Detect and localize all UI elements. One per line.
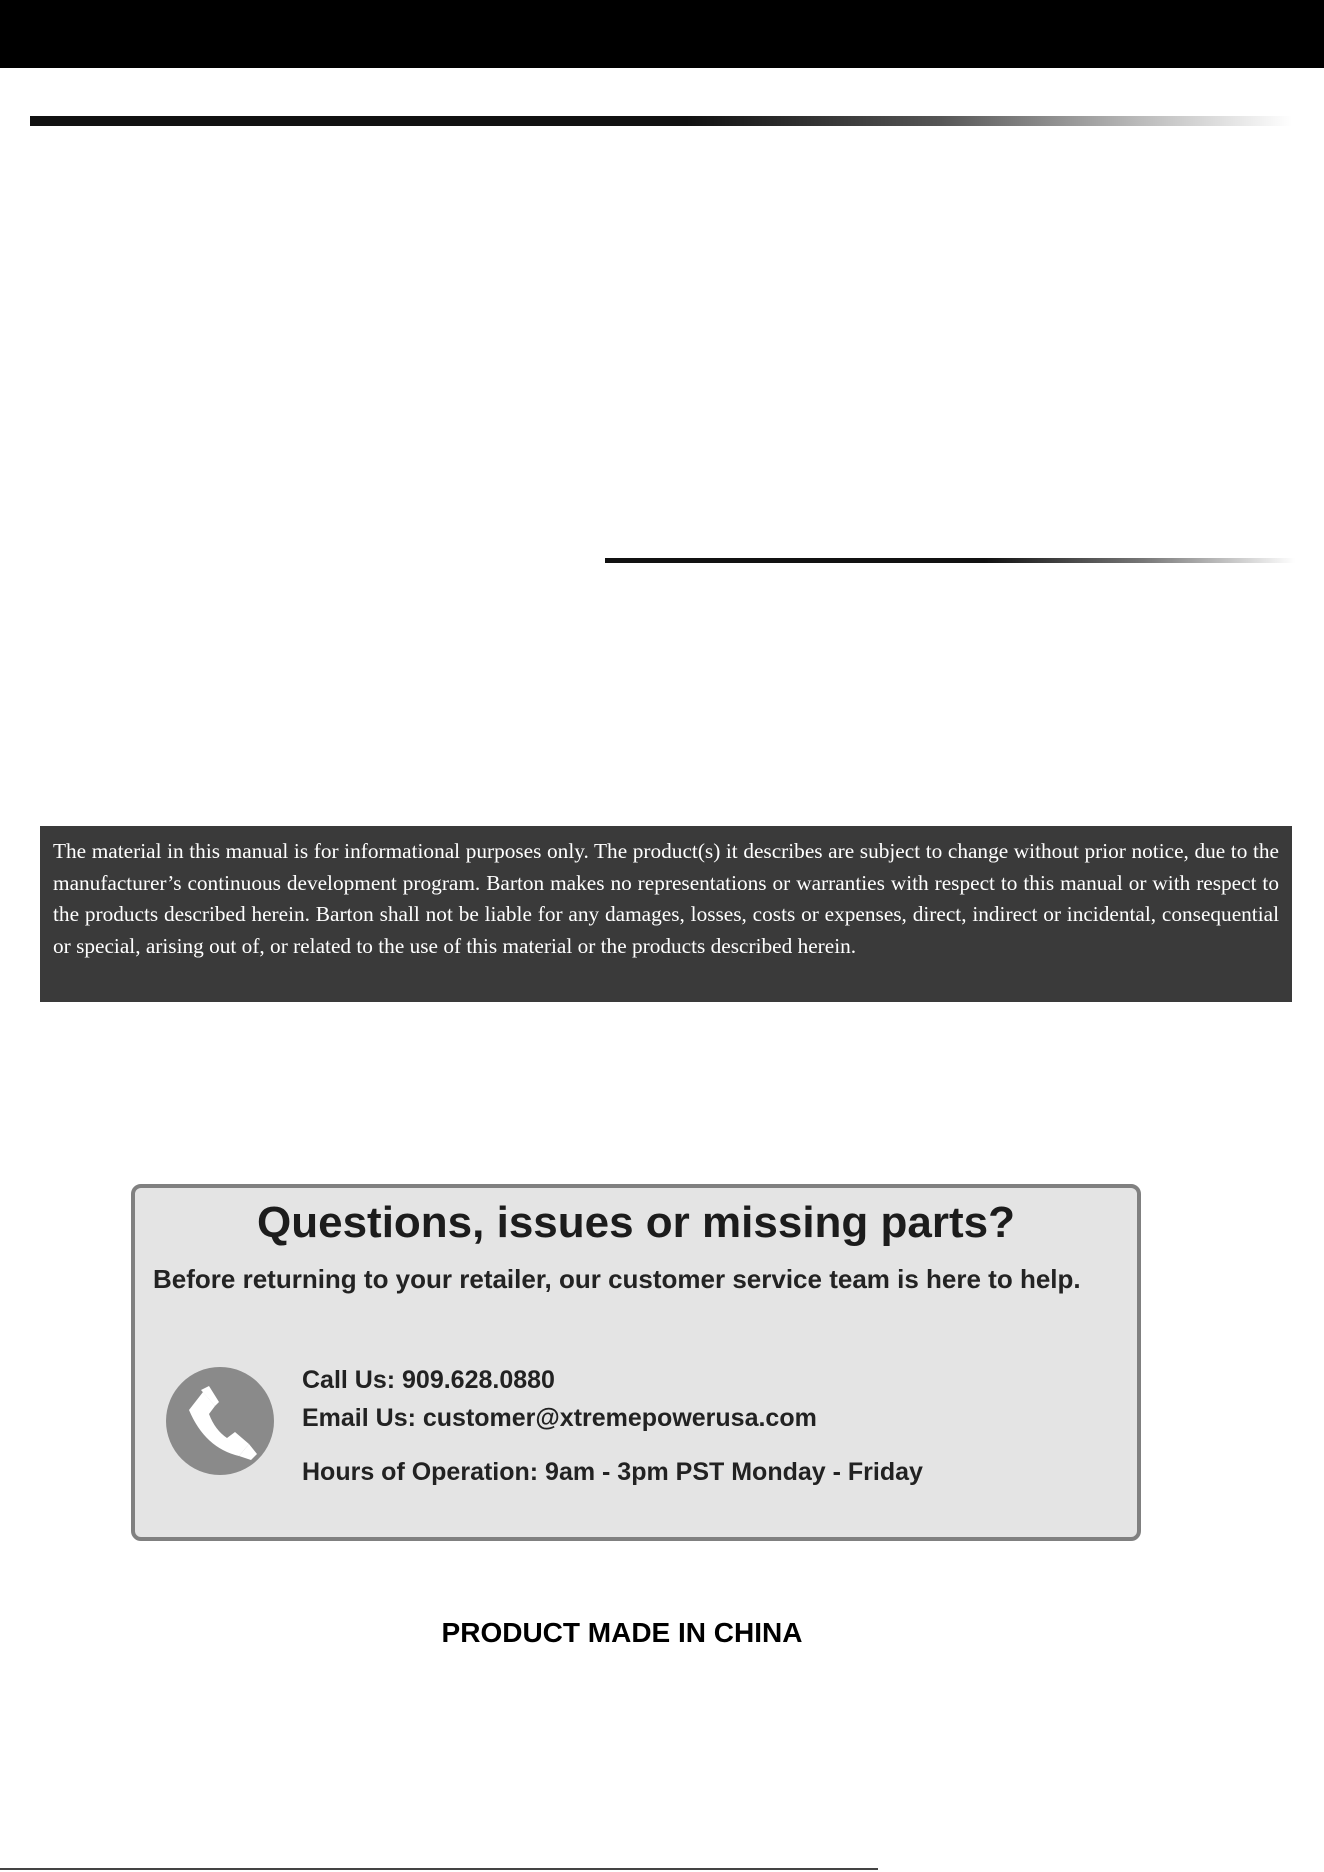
- disclaimer-text: The material in this manual is for informational purposes only. The product(s) it describes are subject to change without prior notice, due to the manufacturer’s continuous development program. Barton makes no representations or warranties with respect to this manual or with respect to the products described herein. Barton shall not be liable for any damages, losses, costs or expenses, direct, indirect or incidental, consequential or special, arising out of, or related to the use of this material or the products described herein.: [53, 839, 1279, 958]
- customer-service-card: [131, 1184, 1141, 1541]
- disclaimer-box: [40, 826, 1292, 1002]
- hours-text: Hours of Operation: 9am - 3pm PST Monday - Friday: [302, 1458, 923, 1486]
- contact-subtitle: Before returning to your retailer, our customer service team is here to help.: [153, 1264, 1081, 1294]
- email-us-text: Email Us: customer@xtremepowerusa.com: [302, 1404, 817, 1432]
- origin-note: PRODUCT MADE IN CHINA: [441, 1617, 803, 1648]
- phone-icon: [165, 1366, 275, 1476]
- contact-heading: Questions, issues or missing parts?: [257, 1198, 1015, 1247]
- call-us-text: Call Us: 909.628.0880: [302, 1366, 555, 1394]
- footer-divider: [0, 1868, 878, 1870]
- section-divider-short: [605, 558, 1295, 563]
- section-divider: [30, 116, 1292, 126]
- header-bar: [0, 0, 1324, 68]
